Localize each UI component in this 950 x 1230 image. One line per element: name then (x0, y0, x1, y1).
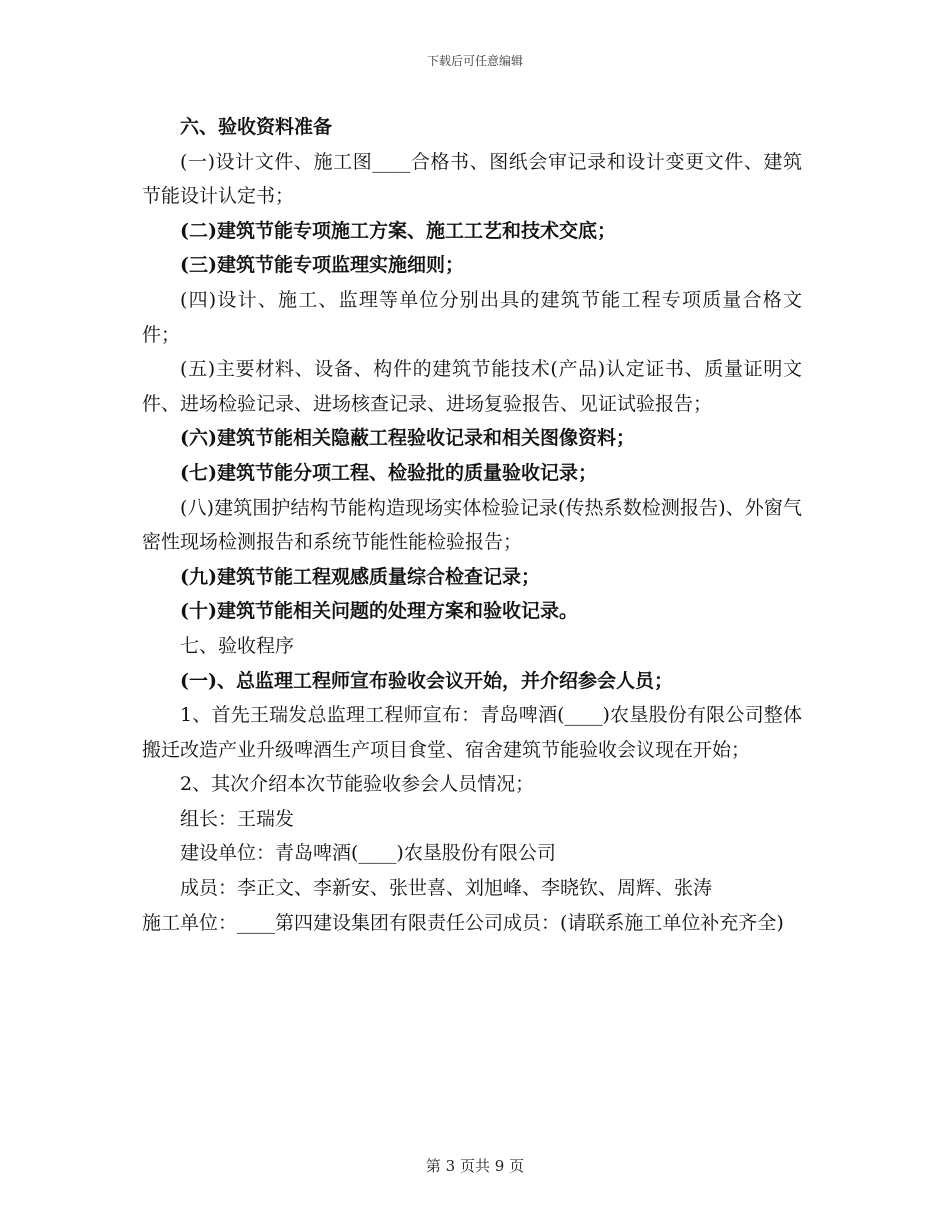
paragraph: (二)建筑节能专项施工方案、施工工艺和技术交底； (180, 219, 616, 242)
paragraph: (三)建筑节能专项监理实施细则； (180, 254, 464, 277)
paragraph: 建设单位：青岛啤酒(____)农垦股份有限公司 (180, 842, 556, 865)
paragraph: (六)建筑节能相关隐蔽工程验收记录和相关图像资料； (180, 427, 635, 450)
page-header: 下载后可任意编辑 (426, 54, 523, 68)
paragraph: 七、验收程序 (180, 634, 295, 657)
paragraph: (一)设计文件、施工图____合格书、图纸会审记录和设计变更文件、建筑节能设计认定书； (142, 150, 802, 208)
paragraph: (一)、总监理工程师宣布验收会议开始，并介绍参会人员； (180, 669, 673, 692)
paragraph: (七)建筑节能分项工程、检验批的质量验收记录； (180, 461, 597, 484)
paragraph: 成员：李正文、李新安、张世喜、刘旭峰、李晓钦、周辉、张涛 (180, 877, 713, 900)
document-body (142, 110, 802, 940)
paragraph: (十)建筑节能相关问题的处理方案和验收记录。 (180, 600, 578, 623)
paragraph: 组长：王瑞发 (180, 807, 295, 830)
paragraph: (四)设计、施工、监理等单位分别出具的建筑节能工程专项质量合格文件； (142, 288, 802, 346)
paragraph: (九)建筑节能工程观感质量综合检查记录； (180, 565, 540, 588)
page-footer: 第 3 页共 9 页 (425, 1157, 525, 1175)
paragraph: 2、其次介绍本次节能验收参会人员情况； (180, 773, 535, 796)
paragraph: (五)主要材料、设备、构件的建筑节能技术(产品)认定证书、质量证明文件、进场检验记录、进场核查记录、进场复验报告、见证试验报告； (142, 358, 802, 415)
paragraph: 施工单位：____第四建设集团有限责任公司成员：(请联系施工单位补充齐全) (142, 911, 784, 934)
paragraph: 六、验收资料准备 (180, 116, 333, 138)
paragraph: (八)建筑围护结构节能构造现场实体检验记录(传热系数检测报告)、外窗气密性现场检测报告和系统节能性能检验报告； (142, 496, 802, 554)
paragraph: 1、首先王瑞发总监理工程师宣布：青岛啤酒(____)农垦股份有限公司整体搬迁改造产业升级啤酒生产项目食堂、宿舍建筑节能验收会议现在开始； (142, 704, 802, 761)
